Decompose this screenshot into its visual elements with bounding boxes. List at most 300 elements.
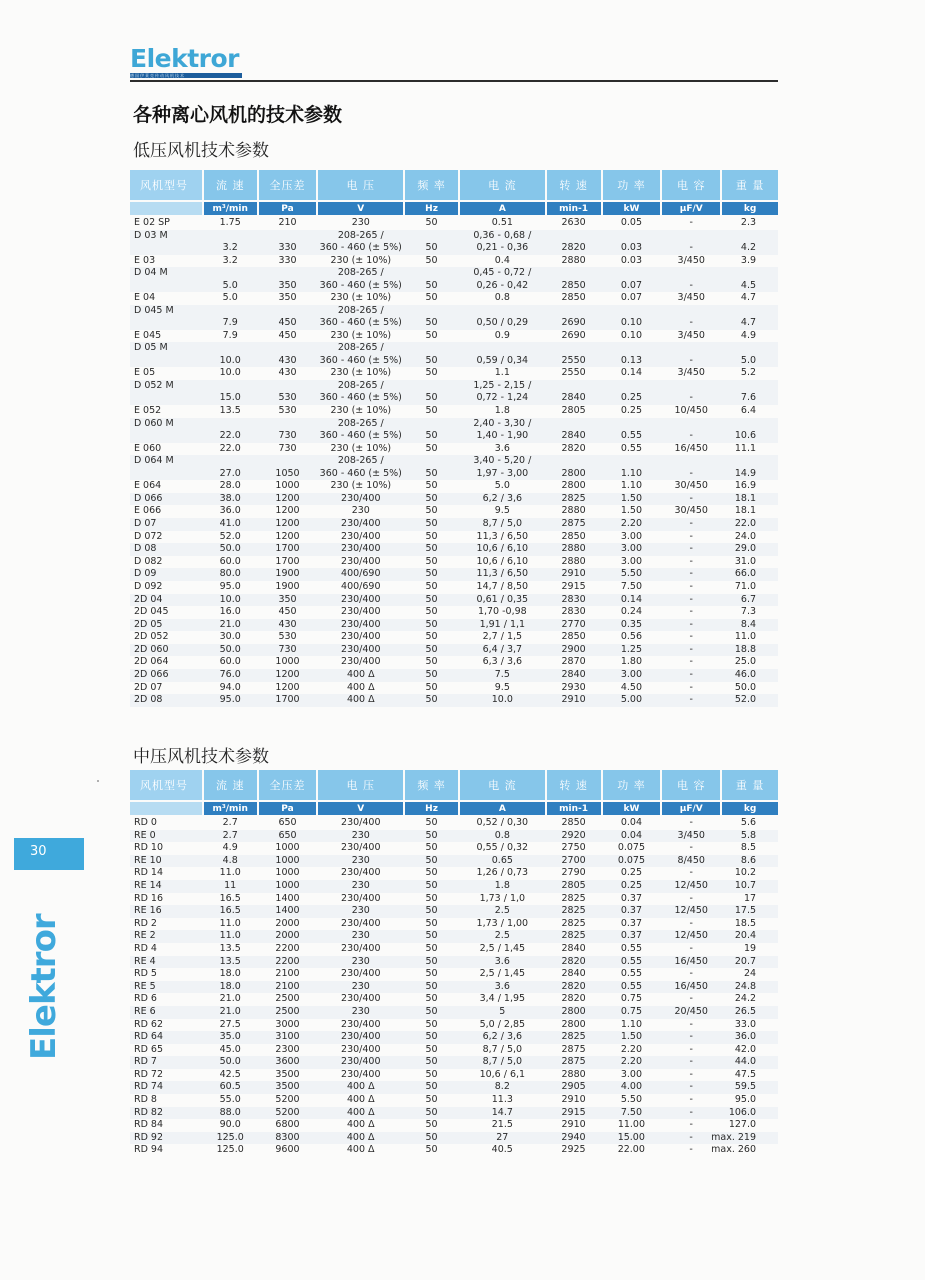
cell-power: 5.50 [620,1094,642,1106]
table-row [130,342,778,367]
cell-power: 0.25 [620,392,642,404]
unit-voltage: V [318,202,403,215]
table-row [130,656,778,669]
cell-pressure: 1900 [275,568,300,580]
cell-speed: 2930 [561,681,586,693]
table-row [130,1031,778,1044]
cell-current: 10,6 / 6,10 [476,543,529,555]
cell-voltage: 400 Δ [346,1106,375,1118]
cell-capacitor: - [689,392,693,404]
cell-flow: 28.0 [219,480,241,492]
cell-pressure: 330 [278,254,297,266]
cell-flow: 60.0 [219,656,241,668]
cell-model: E 045 [134,329,162,341]
cell-power: 1.10 [620,467,642,479]
cell-power: 0.37 [620,905,642,917]
cell-current: 2.5 [494,905,510,917]
cell-model: RD 7 [134,1056,157,1068]
cell-current: 3.6 [494,980,510,992]
cell-capacitor: - [689,1018,693,1030]
table-row [130,480,778,493]
cell-voltage: 230 [351,1005,370,1017]
cell-weight: 127.0 [728,1119,757,1131]
cell-power: 3.00 [620,555,642,567]
cell-frequency: 50 [425,669,438,681]
cell-speed: 2750 [561,842,586,854]
cell-current: 2,5 / 1,45 [479,968,526,980]
brand-name: Elektror [130,44,240,73]
cell-power: 0.75 [620,993,642,1005]
table-row [130,505,778,518]
cell-frequency: 50 [425,643,438,655]
cell-capacitor: 3/450 [677,254,705,266]
cell-power: 0.04 [620,817,642,828]
table-row [130,893,778,906]
cell-capacitor: - [689,643,693,655]
cell-voltage: 400 Δ [346,1119,375,1131]
header-weight: 重 量 [722,770,778,800]
cell-model: RD 84 [134,1119,164,1131]
cell-speed: 2800 [561,467,586,479]
cell-weight: 8.4 [740,618,757,630]
cell-speed: 2630 [561,217,586,228]
cell-weight: 5.2 [740,367,757,379]
cell-weight: 11.0 [734,631,757,643]
table-row [130,556,778,569]
cell-current: 8,7 / 5,0 [482,1056,523,1068]
cell-capacitor: - [689,1131,693,1143]
mid-pressure-table-body [130,817,778,1157]
cell-current-line-2: 0,72 - 1,24 [476,392,529,404]
page-number-tab [14,838,84,870]
cell-pressure: 3500 [275,1081,300,1093]
cell-power: 0.075 [617,842,646,854]
cell-pressure: 8300 [275,1131,300,1143]
cell-current: 11.3 [491,1094,513,1106]
cell-weight: 10.2 [734,867,757,879]
cell-pressure: 1050 [275,467,300,479]
cell-capacitor: 12/450 [674,930,708,942]
cell-capacitor: 16/450 [674,442,708,454]
cell-voltage-line-2: 360 - 460 (± 5%) [319,317,402,329]
cell-voltage: 230/400 [341,631,381,643]
cell-current: 0.8 [494,829,510,841]
cell-frequency: 50 [425,917,438,929]
cell-voltage: 400 Δ [346,1144,375,1156]
cell-voltage: 230 [351,879,370,891]
cell-capacitor: - [689,530,693,542]
cell-capacitor: 10/450 [674,404,708,416]
table-row [130,405,778,418]
cell-flow: 16.0 [219,606,241,618]
cell-speed: 2830 [561,606,586,618]
cell-flow: 21.0 [219,993,241,1005]
cell-flow: 30.0 [219,631,241,643]
cell-pressure: 1200 [275,681,300,693]
cell-model: D 060 M [134,417,174,429]
cell-current: 8,7 / 5,0 [482,517,523,529]
cell-frequency: 50 [425,329,438,341]
cell-speed: 2825 [561,1031,586,1043]
cell-current: 6,3 / 3,6 [482,656,523,668]
cell-power: 15.00 [617,1131,645,1143]
cell-voltage: 230/400 [341,530,381,542]
table-row [130,493,778,506]
cell-pressure: 5200 [275,1106,300,1118]
cell-model: RD 0 [134,817,157,828]
cell-speed: 2825 [561,930,586,942]
cell-frequency: 50 [425,568,438,580]
cell-current: 1.8 [494,404,510,416]
cell-speed: 2850 [561,292,586,304]
page-number: 30 [30,844,47,859]
table-row [130,581,778,594]
cell-voltage: 400 Δ [346,1131,375,1143]
cell-capacitor: - [689,317,693,329]
unit-current: A [460,802,545,815]
cell-flow: 41.0 [219,517,241,529]
cell-power: 1.50 [620,492,642,504]
cell-model: 2D 07 [134,681,163,693]
cell-pressure: 730 [278,430,297,442]
cell-frequency: 50 [425,367,438,379]
cell-pressure: 3100 [275,1031,300,1043]
header-capacitor: 电 容 [662,170,720,200]
cell-frequency: 50 [425,279,438,291]
cell-model: D 066 [134,492,163,504]
table-row [130,1069,778,1082]
cell-current: 3.6 [494,955,510,967]
cell-model: E 060 [134,442,162,454]
cell-current: 1,70 -0,98 [477,606,527,618]
cell-flow: 95.0 [219,580,241,592]
cell-weight: 17 [743,892,757,904]
cell-frequency: 50 [425,879,438,891]
cell-flow: 7.9 [222,317,238,329]
cell-voltage: 230/400 [341,1018,381,1030]
unit-model [130,802,202,815]
header-frequency: 频 率 [405,770,458,800]
cell-pressure: 3500 [275,1068,300,1080]
table-row [130,918,778,931]
cell-model: 2D 05 [134,618,163,630]
cell-model: D 082 [134,555,163,567]
table-row [130,1094,778,1107]
cell-model: E 04 [134,292,156,304]
cell-capacitor: - [689,631,693,643]
cell-speed: 2880 [561,1068,586,1080]
table-row [130,855,778,868]
cell-frequency: 50 [425,1005,438,1017]
cell-voltage: 230/400 [341,606,381,618]
cell-model: E 02 SP [134,217,170,228]
cell-current [460,418,545,443]
cell-speed: 2550 [561,367,586,379]
cell-model: RD 82 [134,1106,164,1118]
table-row [130,1056,778,1069]
cell-power: 0.03 [620,254,642,266]
cell-pressure: 2300 [275,1043,300,1055]
cell-weight: 7.6 [740,392,757,404]
cell-power: 0.10 [620,329,642,341]
cell-capacitor: - [689,1043,693,1055]
table-row [130,956,778,969]
cell-voltage [318,342,403,367]
header-model: 风机型号 [130,170,202,200]
table-row [130,217,778,230]
cell-current: 5,0 / 2,85 [479,1018,526,1030]
cell-capacitor: - [689,467,693,479]
table-row [130,930,778,943]
cell-model: 2D 064 [134,656,169,668]
table-row [130,305,778,330]
table-row [130,669,778,682]
cell-frequency: 50 [425,492,438,504]
cell-speed: 2875 [561,517,586,529]
mid-pressure-title: 中压风机技术参数 [133,747,269,767]
cell-power: 3.00 [620,669,642,681]
cell-current [460,267,545,292]
cell-voltage: 400/690 [341,580,381,592]
table-row [130,619,778,632]
cell-capacitor: 30/450 [674,505,708,517]
cell-frequency: 50 [425,980,438,992]
cell-capacitor: - [689,1081,693,1093]
cell-pressure: 650 [278,829,297,841]
cell-voltage-line-2: 360 - 460 (± 5%) [319,467,402,479]
cell-current: 9.5 [494,505,510,517]
cell-speed: 2825 [561,892,586,904]
cell-model: RD 62 [134,1018,164,1030]
cell-model: RE 14 [134,879,162,891]
cell-pressure: 2500 [275,993,300,1005]
cell-voltage: 230/400 [341,917,381,929]
unit-frequency: Hz [405,802,458,815]
cell-weight: 4.9 [740,329,757,341]
cell-pressure: 350 [278,279,297,291]
cell-current: 1,73 / 1,0 [479,892,526,904]
cell-current: 0,50 / 0,29 [476,317,529,329]
cell-capacitor: 16/450 [674,980,708,992]
cell-weight: 5.6 [740,817,757,828]
cell-speed: 2940 [561,1131,586,1143]
cell-voltage: 230/400 [341,517,381,529]
cell-voltage-line-1: 208-265 / [337,229,384,241]
cell-voltage: 230/400 [341,1043,381,1055]
cell-pressure: 430 [278,367,297,379]
cell-power: 0.55 [620,980,642,992]
unit-pressure: Pa [259,802,317,815]
cell-weight: 5.8 [740,829,757,841]
cell-weight: 16.9 [734,480,757,492]
cell-frequency: 50 [425,1056,438,1068]
cell-model: RE 0 [134,829,156,841]
cell-flow: 125.0 [216,1144,244,1156]
cell-model: D 03 M [134,229,168,241]
cell-model: RD 4 [134,942,157,954]
cell-frequency: 50 [425,242,438,254]
cell-model: 2D 060 [134,643,169,655]
cell-flow: 11.0 [219,867,241,879]
cell-speed: 2915 [561,580,586,592]
cell-frequency: 50 [425,942,438,954]
cell-capacitor: - [689,1144,693,1156]
cell-capacitor: - [689,917,693,929]
cell-frequency: 50 [425,1031,438,1043]
cell-model: RE 4 [134,955,156,967]
cell-current: 0,52 / 0,30 [476,817,529,828]
cell-weight: 29.0 [734,543,757,555]
header-speed: 转 速 [547,170,601,200]
cell-speed: 2830 [561,593,586,605]
cell-voltage [318,380,403,405]
header-voltage: 电 压 [318,770,403,800]
cell-power: 0.14 [620,593,642,605]
cell-power: 0.35 [620,618,642,630]
cell-flow: 94.0 [219,681,241,693]
cell-pressure: 730 [278,442,297,454]
cell-flow: 45.0 [219,1043,241,1055]
cell-frequency: 50 [425,656,438,668]
table-header-row [130,170,778,200]
side-brand-logo [24,880,64,1060]
cell-speed: 2550 [561,354,586,366]
table-unit-row [130,202,778,215]
cell-frequency: 50 [425,317,438,329]
cell-capacitor: 3/450 [677,292,705,304]
cell-capacitor: - [689,568,693,580]
cell-speed: 2690 [561,329,586,341]
cell-speed: 2915 [561,1106,586,1118]
header-flow: 流 速 [204,170,257,200]
unit-power: kW [603,802,661,815]
table-row [130,330,778,343]
cell-pressure: 2200 [275,942,300,954]
cell-speed: 2840 [561,942,586,954]
cell-weight: 6.7 [740,593,757,605]
cell-speed: 2880 [561,543,586,555]
cell-voltage: 230 (± 10%) [330,329,392,341]
cell-weight: 22.0 [734,517,757,529]
cell-current: 9.5 [494,681,510,693]
table-row [130,644,778,657]
cell-frequency: 50 [425,505,438,517]
cell-current: 14,7 / 8,50 [476,580,529,592]
table-row [130,1081,778,1094]
cell-current: 0.65 [491,854,513,866]
cell-current: 5 [499,1005,506,1017]
cell-weight: 18.8 [734,643,757,655]
cell-speed: 2880 [561,254,586,266]
cell-speed: 2880 [561,555,586,567]
cell-power: 1.50 [620,1031,642,1043]
cell-speed: 2820 [561,242,586,254]
cell-flow: 88.0 [219,1106,241,1118]
cell-frequency: 50 [425,892,438,904]
cell-flow: 16.5 [219,905,241,917]
cell-pressure: 1200 [275,669,300,681]
cell-flow: 50.0 [219,543,241,555]
cell-voltage: 230 [351,930,370,942]
cell-pressure: 650 [278,817,297,828]
cell-power: 3.00 [620,543,642,555]
cell-capacitor: - [689,842,693,854]
cell-frequency: 50 [425,543,438,555]
table-row [130,1006,778,1019]
cell-voltage-line-2: 360 - 460 (± 5%) [319,430,402,442]
cell-pressure: 1200 [275,505,300,517]
table-row [130,1144,778,1157]
cell-power: 0.55 [620,955,642,967]
cell-model: E 064 [134,480,162,492]
unit-pressure: Pa [259,202,317,215]
cell-voltage [318,418,403,443]
cell-speed: 2820 [561,980,586,992]
cell-weight: 6.4 [740,404,757,416]
table-row [130,367,778,380]
cell-frequency: 50 [425,254,438,266]
cell-flow: 4.8 [222,854,238,866]
cell-voltage: 230/400 [341,842,381,854]
unit-speed: min-1 [547,202,601,215]
cell-frequency: 50 [425,593,438,605]
cell-voltage [318,305,403,330]
cell-power: 0.37 [620,917,642,929]
cell-model: D 064 M [134,455,174,467]
table-row [130,993,778,1006]
cell-voltage: 230/400 [341,543,381,555]
cell-model: E 052 [134,404,162,416]
header-power: 功 率 [603,170,661,200]
cell-weight: 47.5 [734,1068,757,1080]
cell-flow: 35.0 [219,1031,241,1043]
cell-flow: 50.0 [219,1056,241,1068]
cell-current-line-1: 1,25 - 2,15 / [473,379,532,391]
cell-power: 0.07 [620,292,642,304]
cell-model: E 05 [134,367,156,379]
cell-frequency: 50 [425,217,438,228]
cell-weight: 19 [743,942,757,954]
cell-voltage: 230 (± 10%) [330,442,392,454]
cell-flow: 16.5 [219,892,241,904]
cell-capacitor: - [689,1119,693,1131]
cell-power: 0.14 [620,367,642,379]
cell-model: RD 14 [134,867,164,879]
cell-weight: 66.0 [734,568,757,580]
cell-current: 5.0 [494,480,510,492]
table-row [130,543,778,556]
cell-power: 0.25 [620,404,642,416]
table-row [130,830,778,843]
cell-pressure: 1000 [275,854,300,866]
cell-speed: 2840 [561,430,586,442]
cell-voltage-line-1: 208-265 / [337,267,384,279]
cell-voltage [318,267,403,292]
table-row [130,817,778,830]
header-capacitor: 电 容 [662,770,720,800]
table-row [130,380,778,405]
cell-weight: 2.3 [740,217,757,228]
cell-frequency: 50 [425,530,438,542]
cell-current [460,230,545,255]
cell-power: 2.20 [620,1043,642,1055]
cell-capacitor: - [689,1056,693,1068]
cell-voltage-line-1: 208-265 / [337,417,384,429]
cell-flow: 27.0 [219,467,241,479]
cell-speed: 2805 [561,404,586,416]
cell-capacitor: - [689,1094,693,1106]
cell-power: 0.05 [620,217,642,228]
